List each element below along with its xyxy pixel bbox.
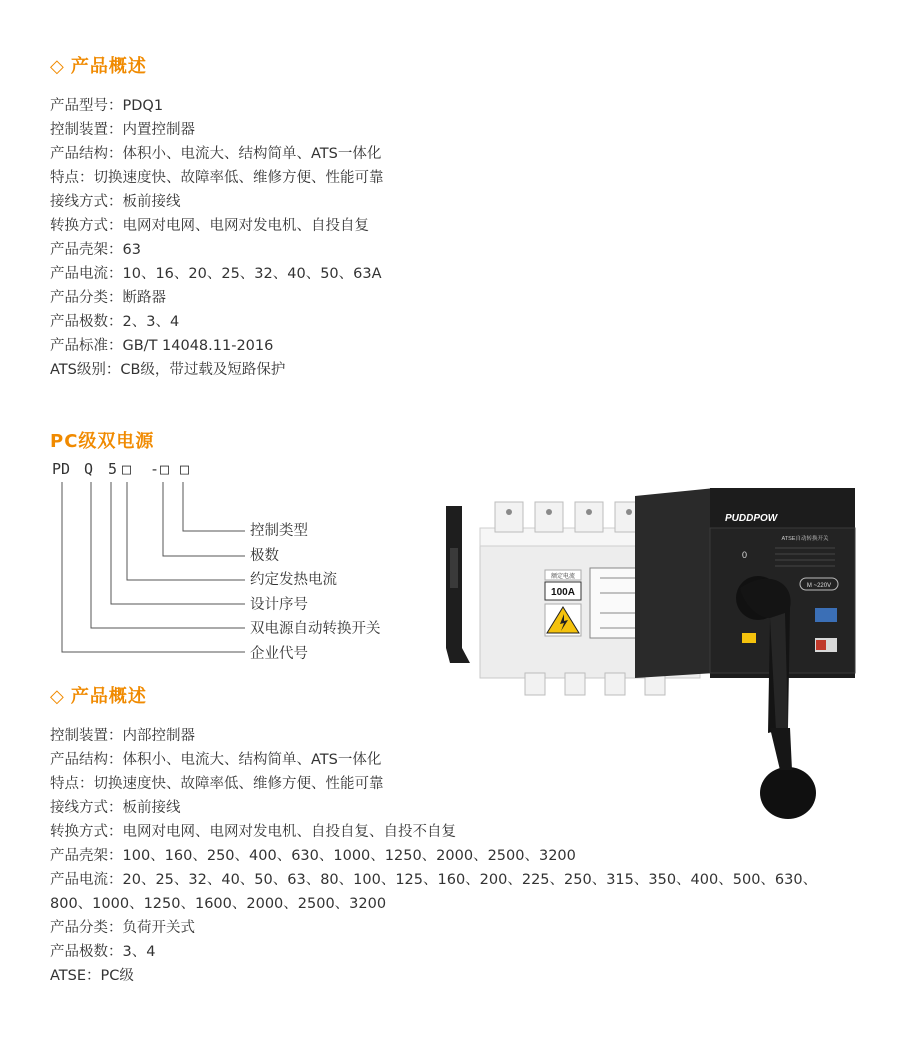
spec-item: 产品壳架：100、160、250、400、630、1000、1250、2000、2500、3200 — [50, 848, 576, 864]
legend-item: 设计序号 — [250, 596, 308, 613]
spec-item: 控制装置：内部控制器 — [50, 728, 195, 744]
rating-value: 100A — [551, 587, 575, 598]
diamond-icon: ◇ — [50, 56, 65, 77]
line-atse — [91, 482, 245, 628]
spec-item: 产品型号：PDQ1 — [50, 98, 164, 114]
code-part-series: Q — [84, 460, 94, 478]
line-control-type — [183, 482, 245, 531]
spec-item: 产品电流：20、25、32、40、50、63、80、100、125、160、200、225、250、315、350、400、500、630、 — [50, 872, 818, 888]
spec-item: 产品结构：体积小、电流大、结构简单、ATS一体化 — [50, 146, 382, 162]
legend-item: 企业代号 — [250, 645, 308, 662]
spec-item: 产品壳架：63 — [50, 242, 141, 258]
diamond-icon: ◇ — [50, 686, 65, 707]
panel-title: ATSE自动转换开关 — [781, 536, 829, 542]
rating-caption: 额定电流 — [550, 574, 576, 580]
legend-item: 约定发热电流 — [250, 572, 337, 588]
spec-item: 产品结构：体积小、电流大、结构简单、ATS一体化 — [50, 752, 382, 768]
heading-text: 产品概述 — [70, 56, 147, 77]
voltage-badge: M ~220V — [806, 583, 832, 589]
code-part-enterprise: PD — [52, 460, 71, 478]
line-enterprise — [62, 482, 245, 652]
legend-item: 双电源自动转换开关 — [250, 621, 381, 637]
spec-item: 特点：切换速度快、故障率低、维修方便、性能可靠 — [50, 776, 384, 792]
code-part-dash: - — [150, 460, 160, 478]
section-heading-overview-2 — [50, 682, 147, 708]
legend-item: 极数 — [250, 547, 279, 564]
spec-item: 接线方式：板前接线 — [50, 800, 181, 816]
heading-text: 产品概述 — [70, 686, 147, 707]
spec-item: 产品分类：负荷开关式 — [50, 920, 195, 936]
pc-title: PC级双电源 — [50, 431, 155, 452]
line-poles — [163, 482, 245, 556]
spec-list-pc — [50, 724, 870, 988]
code-part-control: □ — [180, 460, 190, 478]
spec-item: ATSE：PC级 — [50, 968, 134, 984]
position-mark: 0 — [742, 550, 748, 560]
spec-item: 控制装置：内置控制器 — [50, 122, 195, 138]
spec-item: 转换方式：电网对电网、电网对发电机、自投自复、自投不自复 — [50, 824, 456, 840]
spec-item: 800、1000、1250、1600、2000、2500、3200 — [50, 896, 387, 912]
indicator-blue — [815, 608, 837, 622]
legend-item: 控制类型 — [250, 523, 308, 539]
spec-item: ATS级别：CB级，带过载及短路保护 — [50, 362, 286, 378]
model-code-legend — [250, 519, 381, 666]
spec-item: 产品极数：2、3、4 — [50, 314, 180, 330]
line-design — [111, 482, 245, 604]
spec-item: 接线方式：板前接线 — [50, 194, 181, 210]
code-part-current: □ — [122, 460, 132, 478]
spec-item: 产品标准：GB/T 14048.11-2016 — [50, 338, 274, 354]
spec-item: 产品极数：3、4 — [50, 944, 156, 960]
spec-item: 转换方式：电网对电网、电网对发电机、自投自复 — [50, 218, 369, 234]
spec-item: 产品电流：10、16、20、25、32、40、50、63A — [50, 266, 382, 282]
spec-item: 特点：切换速度快、故障率低、维修方便、性能可靠 — [50, 170, 384, 186]
brand-logo: PUDDPOW — [725, 513, 778, 524]
spec-item: 产品分类：断路器 — [50, 290, 166, 306]
code-part-design: 5 — [108, 460, 118, 478]
code-part-poles: □ — [160, 460, 170, 478]
